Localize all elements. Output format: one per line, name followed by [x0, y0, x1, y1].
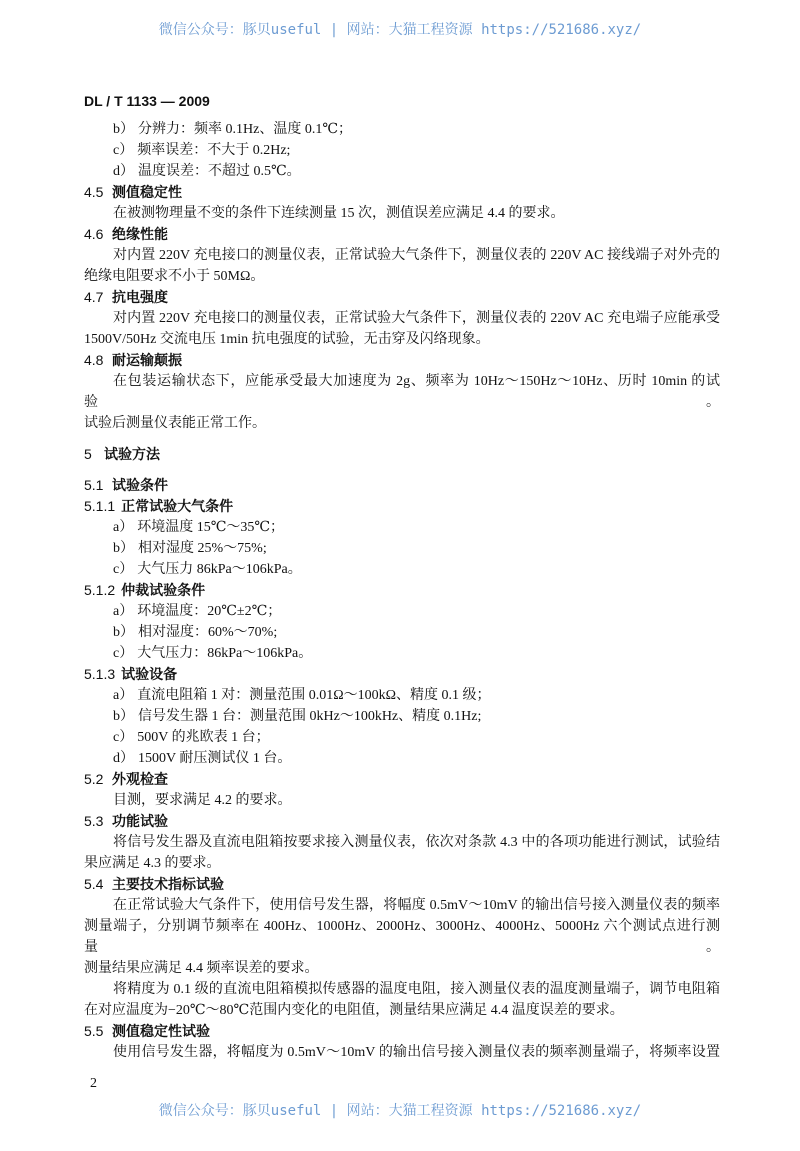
watermark-top: 微信公众号：豚贝useful | 网站：大猫工程资源 https://521686.xyz/	[158, 22, 642, 38]
list-item: c） 频率误差：不大于 0.2Hz;	[113, 143, 291, 158]
section-heading-5-1-2: 5.1.2 仲裁试验条件	[84, 582, 206, 598]
list-item: a） 直流电阻箱 1 对：测量范围 0.01Ω～100kΩ、精度 0.1 级；	[113, 688, 491, 703]
section-heading-4-6: 4.6 绝缘性能	[84, 226, 168, 242]
paragraph: 测量端子，分别调节频率在 400Hz、1000Hz、2000Hz、3000Hz、4000Hz、5000Hz 六个测试点进行测量。	[84, 919, 720, 955]
page-number: 2	[90, 1076, 97, 1091]
paragraph: 将信号发生器及直流电阻箱按要求接入测量仪表，依次对条款 4.3 中的各项功能进行测试，试验结	[113, 835, 720, 850]
section-heading-5-1-3: 5.1.3 试验设备	[84, 666, 178, 682]
paragraph: 在正常试验大气条件下，使用信号发生器，将幅度 0.5mV～10mV 的输出信号接入测量仪表的频率	[113, 898, 720, 913]
list-item: c） 大气压力：86kPa～106kPa。	[113, 646, 313, 661]
section-heading-5-1-1: 5.1.1 正常试验大气条件	[84, 498, 234, 514]
list-item: a） 环境温度：20℃±2℃；	[113, 604, 282, 619]
paragraph: 测量结果应满足 4.4 频率误差的要求。	[84, 961, 319, 976]
section-heading-4-8: 4.8 耐运输颠振	[84, 352, 182, 368]
standard-code: DL / T 1133 — 2009	[84, 93, 210, 109]
paragraph: 果应满足 4.3 的要求。	[84, 856, 221, 871]
list-item: c） 500V 的兆欧表 1 台；	[113, 730, 270, 745]
paragraph: 对内置 220V 充电接口的测量仪表，正常试验大气条件下，测量仪表的 220V AC 接线端子对外壳的	[113, 248, 720, 263]
list-item: a） 环境温度 15℃～35℃；	[113, 520, 285, 535]
section-heading-5-4: 5.4 主要技术指标试验	[84, 876, 224, 892]
paragraph: 1500V/50Hz 交流电压 1min 抗电强度的试验，无击穿及闪络现象。	[84, 332, 490, 347]
section-heading-4-5: 4.5 测值稳定性	[84, 184, 182, 200]
paragraph: 对内置 220V 充电接口的测量仪表，正常试验大气条件下，测量仪表的 220V AC 充电端子应能承受	[113, 311, 720, 326]
list-item: c） 大气压力 86kPa～106kPa。	[113, 562, 302, 577]
section-heading-5-3: 5.3 功能试验	[84, 813, 168, 829]
list-item: b） 分辨力：频率 0.1Hz、温度 0.1℃；	[113, 122, 352, 137]
paragraph: 在被测物理量不变的条件下连续测量 15 次，测值误差应满足 4.4 的要求。	[113, 206, 565, 221]
section-heading-5-2: 5.2 外观检查	[84, 771, 168, 787]
watermark-bottom: 微信公众号：豚贝useful | 网站：大猫工程资源 https://521686.xyz/	[158, 1103, 642, 1119]
paragraph: 绝缘电阻要求不小于 50MΩ。	[84, 269, 265, 284]
list-item: b） 信号发生器 1 台：测量范围 0kHz～100kHz、精度 0.1Hz;	[113, 709, 482, 724]
paragraph: 试验后测量仪表能正常工作。	[84, 416, 266, 431]
paragraph: 使用信号发生器，将幅度为 0.5mV～10mV 的输出信号接入测量仪表的频率测量端子，将频率设置	[113, 1045, 720, 1060]
section-heading-5-5: 5.5 测值稳定性试验	[84, 1023, 210, 1039]
section-heading-5: 5 试验方法	[84, 446, 160, 462]
paragraph: 目测，要求满足 4.2 的要求。	[113, 793, 292, 808]
paragraph: 在对应温度为−20℃～80℃范围内变化的电阻值，测量结果应满足 4.4 温度误差的要求。	[84, 1003, 624, 1018]
document-body	[84, 92, 720, 1094]
section-heading-5-1: 5.1 试验条件	[84, 477, 168, 493]
paragraph: 在包装运输状态下，应能承受最大加速度为 2g、频率为 10Hz～150Hz～10Hz、历时 10min 的试验。	[84, 374, 720, 410]
paragraph: 将精度为 0.1 级的直流电阻箱模拟传感器的温度电阻，接入测量仪表的温度测量端子，调节电阻箱	[113, 982, 720, 997]
list-item: d） 1500V 耐压测试仪 1 台。	[113, 751, 292, 766]
list-item: b） 相对湿度：60%～70%;	[113, 625, 278, 640]
section-heading-4-7: 4.7 抗电强度	[84, 289, 168, 305]
list-item: b） 相对湿度 25%～75%;	[113, 541, 267, 556]
list-item: d） 温度误差：不超过 0.5℃。	[113, 164, 301, 179]
